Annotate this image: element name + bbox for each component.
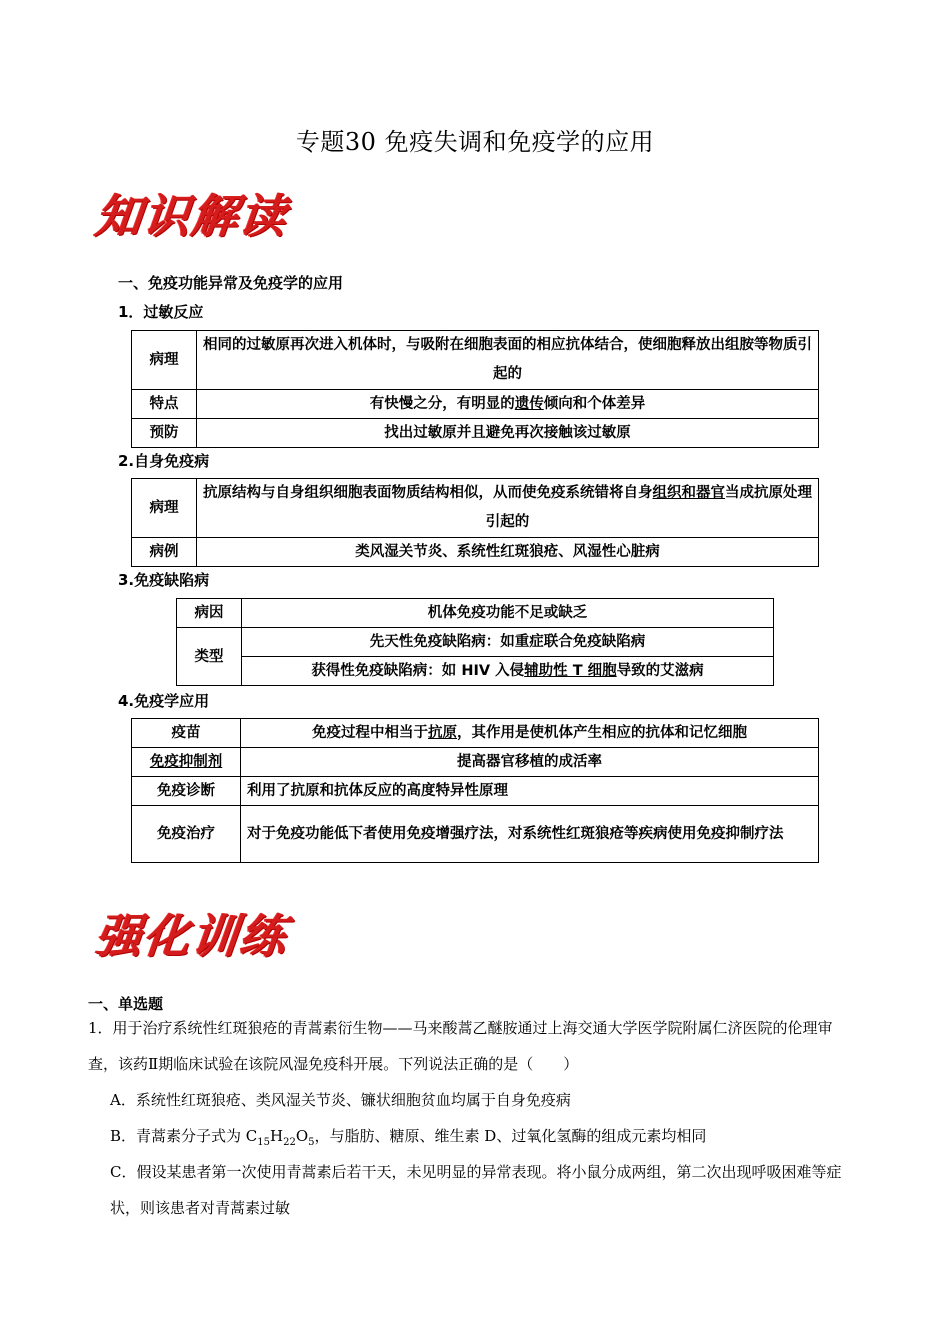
underlined-text: 遗传: [514, 396, 544, 412]
table-row: [132, 748, 819, 777]
cell-value: 类风湿关节炎、系统性红斑狼疮、风湿性心脏病: [197, 538, 819, 567]
cell-key: 病理: [132, 479, 197, 538]
cell-key: 病因: [177, 599, 242, 628]
banner-training: 强化训练: [92, 909, 291, 963]
cell-value: 机体免疫功能不足或缺乏: [242, 599, 774, 628]
option-c: C．假设某患者第一次使用青蒿素后若干天，未见明显的异常表现。将小鼠分成两组，第二次出现呼吸困难等症状，则该患者对青蒿素过敏: [110, 1163, 842, 1217]
cell-value: [197, 479, 819, 538]
text: 倾向和个体差异: [543, 396, 646, 412]
text: 当成抗原处理引起的: [485, 485, 812, 530]
heading-allergy: 1．过敏反应: [118, 303, 204, 321]
cell-key: 免疫抑制剂: [132, 748, 241, 777]
table-row: [132, 777, 819, 806]
heading-immunodeficiency: 3.免疫缺陷病: [118, 571, 210, 589]
table-row: [177, 599, 774, 628]
cell-value: 先天性免疫缺陷病：如重症联合免疫缺陷病: [242, 628, 774, 657]
text: 导致的艾滋病: [616, 663, 704, 679]
table-row: [132, 479, 819, 538]
text: 免疫过程中相当于: [312, 725, 428, 741]
table-row: [177, 657, 774, 686]
text: ，其作用是使机体产生相应的抗体和记忆细胞: [457, 725, 747, 741]
section-heading-2: 一、单选题: [88, 995, 164, 1013]
cell-key: 疫苗: [132, 719, 241, 748]
text: 抗原结构与自身组织细胞表面物质结构相似，从而使免疫系统错将自身: [203, 485, 653, 501]
cell-value: 找出过敏原并且避免再次接触该过敏原: [197, 419, 819, 448]
table-row: [132, 390, 819, 419]
table-row: [132, 331, 819, 390]
option-a: A．系统性红斑狼疮、类风湿关节炎、镰状细胞贫血均属于自身免疫病: [110, 1091, 571, 1109]
cell-value: 利用了抗原和抗体反应的高度特异性原理: [241, 777, 819, 806]
table-row: [132, 538, 819, 567]
text: B．青蒿素分子式为 C: [110, 1127, 258, 1145]
table-allergy: [131, 330, 819, 448]
cell-key: 病理: [132, 331, 197, 390]
cell-key: 免疫诊断: [132, 777, 241, 806]
cell-key: 类型: [177, 628, 242, 686]
table-autoimmune: [131, 478, 819, 567]
underlined-text: 抗原: [428, 725, 457, 741]
text: 获得性免疫缺陷病：如 HIV 入侵: [311, 663, 525, 679]
text: O: [295, 1127, 309, 1145]
question-stem: 1．用于治疗系统性红斑狼疮的青蒿素衍生物——马来酸蒿乙醚胺通过上海交通大学医学院附属仁济医院的伦理审查，该药Ⅱ期临床试验在该院风湿免疫科开展。下列说法正确的是（ ）: [88, 1019, 833, 1073]
subscript: 22: [283, 1137, 296, 1148]
text: 有快慢之分，有明显的: [369, 396, 515, 412]
cell-key: 免疫治疗: [132, 806, 241, 863]
subscript: 5: [308, 1137, 315, 1148]
table-row: [177, 628, 774, 657]
page-title: 专题30 免疫失调和免疫学的应用: [295, 128, 655, 156]
cell-value: 提高器官移植的成活率: [241, 748, 819, 777]
cell-value: [197, 390, 819, 419]
cell-key: 病例: [132, 538, 197, 567]
cell-key: 预防: [132, 419, 197, 448]
section-heading-1: 一、免疫功能异常及免疫学的应用: [118, 274, 344, 292]
cell-key: 特点: [132, 390, 197, 419]
table-row: [132, 419, 819, 448]
text: H: [270, 1127, 284, 1145]
cell-value: 对于免疫功能低下者使用免疫增强疗法，对系统性红斑狼疮等疾病使用免疫抑制疗法: [241, 806, 819, 863]
underlined-text: 辅助性 T 细胞: [524, 663, 617, 679]
table-row: [132, 806, 819, 863]
subscript: 15: [257, 1137, 271, 1148]
heading-autoimmune: 2.自身免疫病: [118, 452, 210, 470]
cell-value: 相同的过敏原再次进入机体时，与吸附在细胞表面的相应抗体结合，使细胞释放出组胺等物质引起的: [197, 331, 819, 390]
cell-value: [241, 719, 819, 748]
table-row: [132, 719, 819, 748]
table-immunodeficiency: [176, 598, 774, 686]
banner-knowledge: 知识解读: [92, 189, 291, 243]
text: ，与脂肪、糖原、维生素 D、过氧化氢酶的组成元素均相同: [314, 1127, 707, 1145]
cell-value: [242, 657, 774, 686]
heading-immunology-application: 4.免疫学应用: [118, 692, 210, 710]
underlined-text: 组织和器官: [652, 485, 725, 501]
table-immunology-application: [131, 718, 819, 863]
